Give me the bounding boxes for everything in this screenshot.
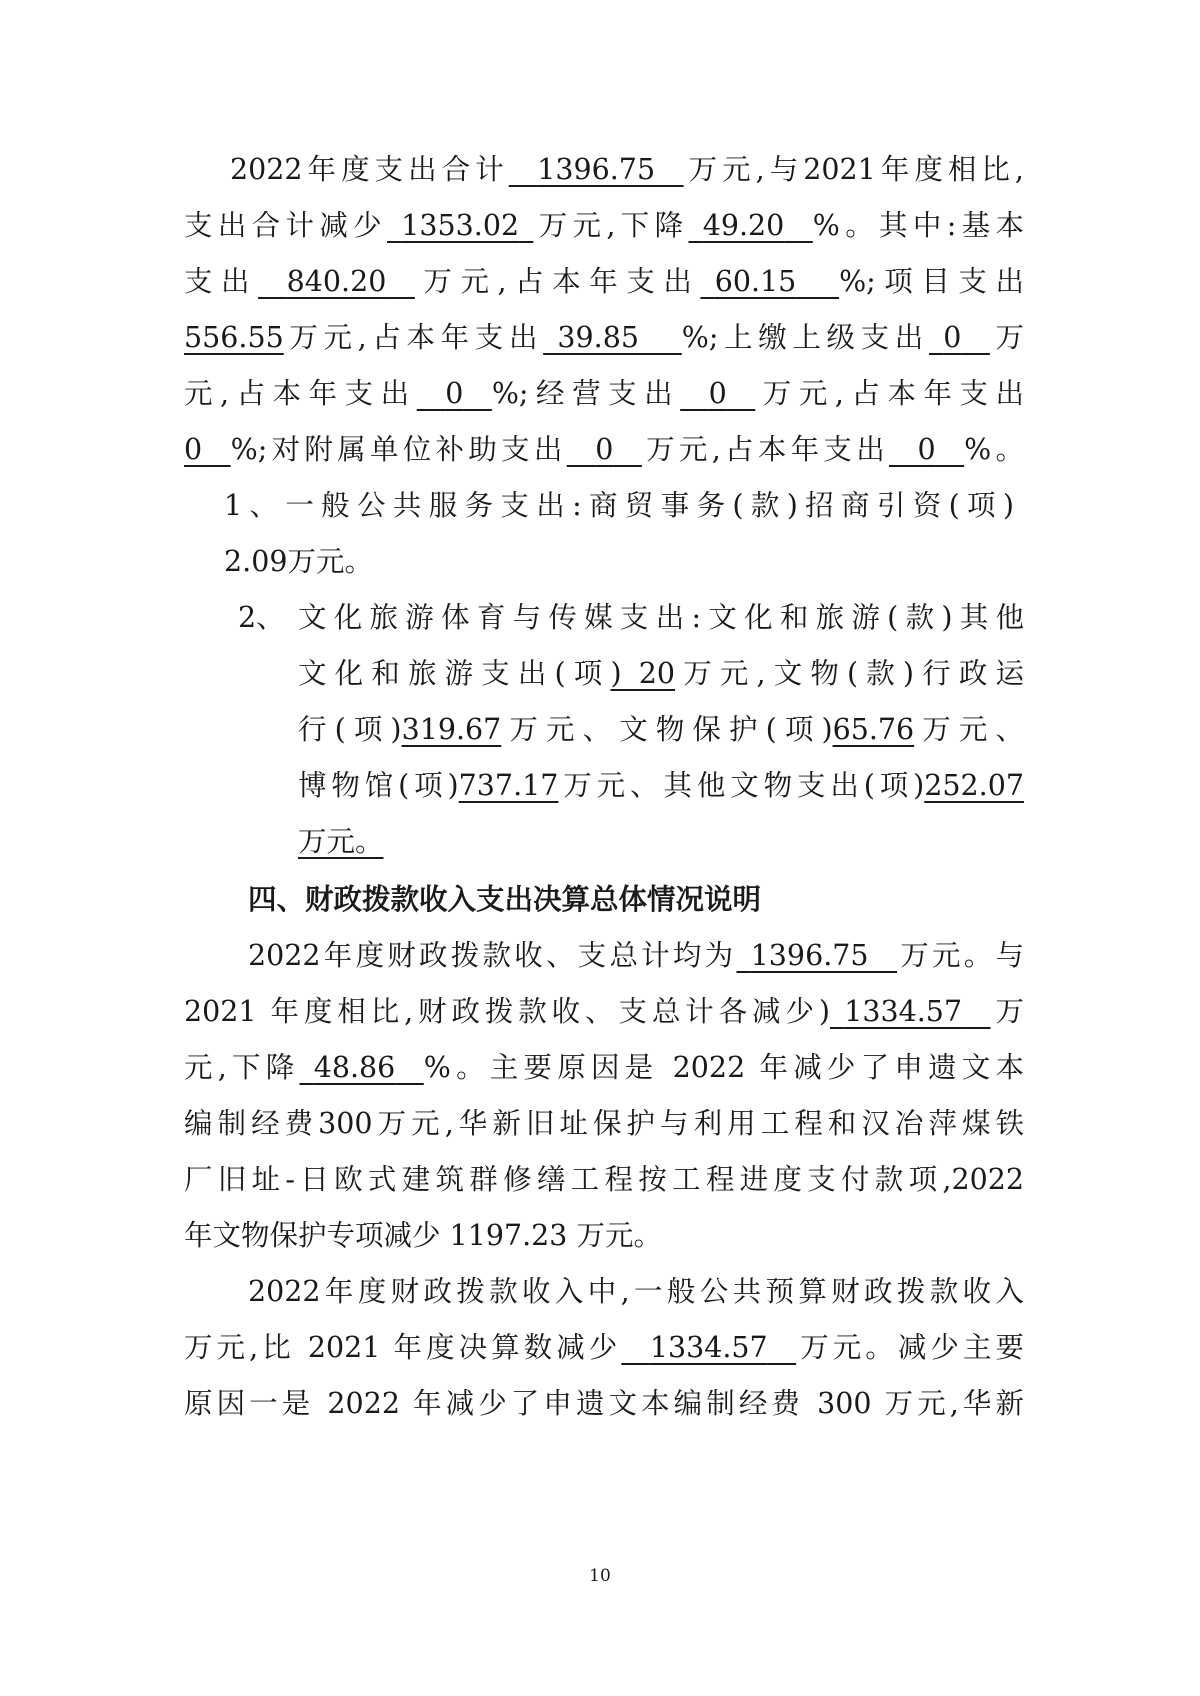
filled-value: 65.76 — [832, 713, 915, 746]
text-line — [230, 150, 1024, 190]
text-line — [184, 1048, 1024, 1088]
text-run: 万元,与2021年度相比, — [683, 153, 1024, 186]
filled-value: 0 — [445, 377, 464, 410]
text-run: %;上缴上级支出 — [681, 321, 929, 354]
text-run: 万元。与 — [897, 939, 1024, 972]
text-run: 万元,占本年支出 — [641, 433, 889, 466]
filled-value: 1396.75 — [750, 939, 869, 972]
filled-value: 1396.75 — [537, 153, 656, 186]
filled-value: 39.85 — [557, 321, 639, 354]
filled-value: 1334.57 — [649, 1331, 768, 1364]
filled-value: 0 — [184, 433, 203, 466]
filled-value: 252.07 — [924, 769, 1024, 802]
text-run: 万元,比 2021 年度决算数减少 — [184, 1331, 622, 1364]
text-line — [248, 936, 1024, 976]
text-run: 万元,占本年支出 — [283, 321, 544, 354]
text-line — [184, 206, 1024, 246]
list-item-line: 文化旅游体育与传媒支出:文化和旅游(款)其他 — [298, 601, 1024, 634]
filled-value: 737.17 — [458, 769, 559, 802]
text-run: 元,下降 — [184, 1051, 300, 1084]
filled-value: ) 20 — [610, 657, 676, 690]
text-run: %;项目支出 — [839, 265, 1024, 298]
text-run: %。主要原因是 2022 年减少了申遗文本 — [423, 1051, 1024, 1084]
text-line — [184, 374, 1024, 414]
text-run: 万元、 — [914, 713, 1024, 746]
text-run: 万元,文物(款)行政运 — [675, 657, 1024, 690]
text-run: 万元。减少主要 — [796, 1331, 1024, 1364]
filled-value: 60.15 — [714, 265, 797, 298]
list-item-line — [298, 766, 1024, 806]
list-item-line — [298, 654, 1024, 694]
page-number: 10 — [589, 1566, 611, 1586]
filled-value: 0 — [943, 321, 962, 354]
list-item-line — [298, 822, 1024, 862]
text-line — [184, 1328, 1024, 1368]
filled-value: 48.86 — [313, 1051, 396, 1084]
text-run: %;经营支出 — [491, 377, 681, 410]
text-line: 厂旧址-日欧式建筑群修缮工程按工程进度支付款项,2022 — [184, 1163, 1024, 1196]
list-item-line: 2.09万元。 — [224, 545, 373, 578]
filled-value: 840.20 — [286, 265, 387, 298]
filled-value: 319.67 — [401, 713, 502, 746]
text-line: 编制经费300万元,华新旧址保护与利用工程和汉冶萍煤铁 — [184, 1107, 1024, 1140]
text-run: %。其中:基本 — [812, 209, 1024, 242]
text-line — [184, 318, 1024, 358]
text-run: 支出合计减少 — [184, 209, 388, 242]
text-line — [184, 262, 1024, 302]
list-item-line — [298, 710, 1024, 750]
text-line: 年文物保护专项减少 1197.23 万元。 — [184, 1219, 662, 1252]
text-run: 万元,占本年支出 — [414, 265, 701, 298]
filled-value: 49.20 — [702, 209, 785, 242]
text-line — [184, 992, 1024, 1032]
filled-value: 556.55 — [184, 321, 284, 354]
text-run: %。 — [964, 433, 1024, 466]
filled-value: 1353.02 — [401, 209, 520, 242]
text-run: 2021 年度相比,财政拨款收、支总计各减少) — [184, 995, 830, 1028]
text-run: 元,占本年支出 — [184, 377, 417, 410]
text-line — [184, 430, 1024, 470]
list-item-number: 2、 — [238, 601, 285, 634]
list-item-line: 1、一般公共服务支出:商贸事务(款)招商引资(项) — [224, 489, 1014, 522]
filled-value: 0 — [917, 433, 936, 466]
text-line: 2022年度财政拨款收入中,一般公共预算财政拨款收入 — [248, 1275, 1024, 1308]
filled-value: 万元。 — [298, 825, 384, 858]
text-run: 2022年度支出合计 — [230, 153, 509, 186]
text-run: 万元、文物保护(项) — [501, 713, 833, 746]
text-run: %;对附属单位补助支出 — [230, 433, 567, 466]
filled-value: 0 — [708, 377, 727, 410]
text-run: 万元、其他文物支出(项) — [558, 769, 925, 802]
section-heading: 四、财政拨款收入支出决算总体情况说明 — [248, 883, 762, 916]
text-run: 万元,下降 — [533, 209, 689, 242]
text-run: 文化和旅游支出(项 — [298, 657, 611, 690]
text-run: 万 — [990, 995, 1024, 1028]
text-run: 行(项) — [298, 713, 402, 746]
text-run: 2022年度财政拨款收、支总计均为 — [248, 939, 737, 972]
filled-value: 0 — [595, 433, 614, 466]
text-run: 支出 — [184, 265, 259, 298]
text-run: 万 — [989, 321, 1025, 354]
text-run: 万元,占本年支出 — [755, 377, 1025, 410]
text-run: 博物馆(项) — [298, 769, 459, 802]
filled-value: 1334.57 — [844, 995, 963, 1028]
text-line: 原因一是 2022 年减少了申遗文本编制经费 300 万元,华新 — [184, 1387, 1024, 1420]
